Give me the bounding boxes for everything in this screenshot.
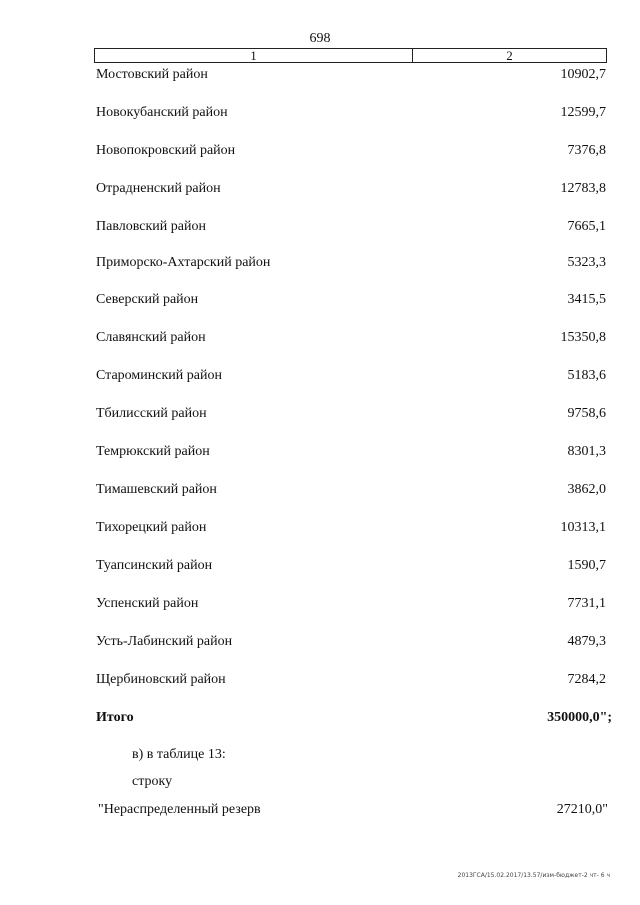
district-value: 4879,3 <box>567 634 606 649</box>
district-name: Отрадненский район <box>96 181 221 196</box>
district-name: Успенский район <box>96 596 199 611</box>
district-value: 12783,8 <box>560 181 606 196</box>
district-value: 1590,7 <box>567 558 606 573</box>
column-header-2: 2 <box>506 48 513 63</box>
total-value: 350000,0"; <box>547 710 612 725</box>
district-name: Тихорецкий район <box>96 520 207 535</box>
table-row <box>96 442 606 462</box>
column-header-1: 1 <box>95 49 413 62</box>
table-row <box>96 594 606 614</box>
district-value: 9758,6 <box>567 406 606 421</box>
district-value: 7731,1 <box>567 596 606 611</box>
district-value: 8301,3 <box>567 444 606 459</box>
document-footer: 2013ГСА/15.02.2017/13.57/изм-бюджет-2 чт- 6 ч <box>457 872 610 879</box>
district-name: Усть-Лабинский район <box>96 634 233 649</box>
table-row <box>96 632 606 652</box>
district-name: Староминский район <box>96 368 222 383</box>
district-value: 5183,6 <box>567 368 606 383</box>
table-reference-note: в) в таблице 13: <box>132 747 226 762</box>
table-row <box>96 328 606 348</box>
district-name: Тбилисский район <box>96 406 207 421</box>
column-header <box>94 48 607 63</box>
district-value: 10902,7 <box>560 67 606 82</box>
table-row <box>96 179 606 199</box>
district-name: Мостовский район <box>96 67 208 82</box>
table-row <box>96 253 606 273</box>
table-row <box>96 480 606 500</box>
district-value: 15350,8 <box>560 330 606 345</box>
line-word-note: строку <box>132 774 173 789</box>
total-label: Итого <box>96 710 134 725</box>
district-name: Щербиновский район <box>96 672 226 687</box>
table-row <box>96 141 606 161</box>
reserve-row <box>98 800 608 820</box>
district-name: Темрюкский район <box>96 444 210 459</box>
district-name: Павловский район <box>96 219 206 234</box>
table-row <box>96 556 606 576</box>
table-row <box>96 65 606 85</box>
table-row <box>96 103 606 123</box>
table-row <box>96 366 606 386</box>
total-row <box>96 708 612 728</box>
page-number: 698 <box>309 31 331 46</box>
district-name: Тимашевский район <box>96 482 217 497</box>
district-value: 12599,7 <box>560 105 606 120</box>
district-name: Новопокровский район <box>96 143 236 158</box>
district-value: 5323,3 <box>567 255 606 270</box>
district-name: Славянский район <box>96 330 206 345</box>
district-name: Приморско-Ахтарский район <box>96 255 271 270</box>
table-row <box>96 670 606 690</box>
reserve-label: "Нераспределенный резерв <box>98 802 261 817</box>
district-name: Новокубанский район <box>96 105 228 120</box>
district-value: 7376,8 <box>567 143 606 158</box>
district-value: 10313,1 <box>560 520 606 535</box>
district-value: 7284,2 <box>567 672 606 687</box>
district-value: 7665,1 <box>567 219 606 234</box>
district-value: 3862,0 <box>567 482 606 497</box>
district-value: 3415,5 <box>567 292 606 307</box>
table-row <box>96 290 606 310</box>
reserve-value: 27210,0" <box>556 802 608 817</box>
table-row <box>96 404 606 424</box>
district-name: Туапсинский район <box>96 558 213 573</box>
district-name: Северский район <box>96 292 199 307</box>
table-row <box>96 217 606 237</box>
table-row <box>96 518 606 538</box>
